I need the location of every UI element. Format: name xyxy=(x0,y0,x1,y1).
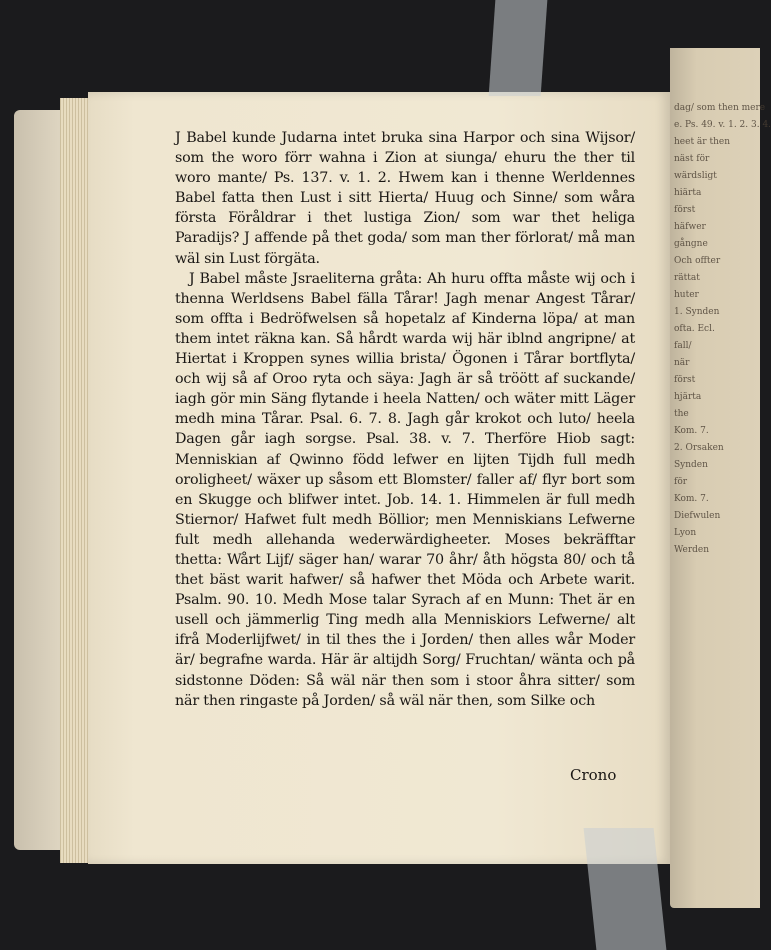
page-holder-clip-top xyxy=(489,0,548,96)
facing-page xyxy=(670,48,771,908)
page-body-text xyxy=(175,128,635,711)
facing-page-text: dag/ som then mere e. Ps. 49. v. 1. 2. 3. 4. heet är then näst för wärdsligt hiärta först häfwer gångne Och offter rättat huter 1. Synden ofta. Ecl. fall/ när först hjärta the Kom. 7. 2. Orsaken Synden för Kom. 7. Diefwulen Lyon Werden xyxy=(674,103,771,555)
paragraph-2: J Babel måste Jsraeliterna gråta: Ah huru offta måste wij och i thenna Werldsens Babel fälla Tårar! Jagh menar Angest Tårar/ som offta i Bedröfwelsen så hopetalz af Kinderna löpa/ at man them intet räkna kan. Så hårdt warda wij här iblnd angripne/ at Hiertat i Kroppen synes willia brista/ Ögonen i Tårar bortflyta/ och wij så af Oroo ryta och säya: Jagh är så tröött af suckande/ iagh gör min Säng flytande i heela Natten/ och wäter mitt Läger medh mina Tårar. Psal. 6. 7. 8. Jagh går krokot och luto/ heela Dagen går iagh sorgse. Psal. 38. v. 7. Therföre Hiob sagt: Menniskian af Qwinno född lefwer en lijten Tijdh full medh oroligheet/ wäxer up såsom ett Blomster/ faller af/ flyr bort som en Skugge och blifwer intet. Job. 14. 1. Himmelen är full medh Stiernor/ Hafwet fult medh Böllior; men Menniskians Lefwerne fult medh allehanda wederwärdigheeter. Moses bekräfftar thetta: Wårt Lijf/ säger han/ warar 70 åhr/ åth högsta 80/ och tå thet bäst warit hafwer/ så hafwer thet Möda och Arbete warit. Psalm. 90. 10. Medh Mose talar Syrach af en Munn: Thet är en usell och jämmerlig Ting medh alla Menniskiors Lefwerne/ alt ifrå Moderlijfwet/ in til thes the i Jorden/ then alles wår Moder är/ begrafne warda. Här är altijdh Sorg/ Fruchtan/ wänta och på sidstonne Döden: Så wäl när then som i stoor åhra sitter/ som när then ringaste på Jorden/ så wäl när then, som Silke och xyxy=(175,270,635,709)
paragraph-1: J Babel kunde Judarna intet bruka sina Harpor och sina Wijsor/ som the woro förr wahna i Zion at siunga/ ehuru the ther til woro mante/ Ps. 137. v. 1. 2. Hwem kan i thenne Werldennes Babel fatta then Lust i sitt Hierta/ Huug och Sinne/ som wåra första Föråldrar i thet lustiga Zion/ som war thet heliga Paradijs? J affende på thet goda/ som man ther förlorat/ må man wäl sin Lust förgäta. xyxy=(175,130,635,267)
catchword: Crono xyxy=(570,766,617,784)
page-holder-clip-bottom xyxy=(584,828,667,950)
